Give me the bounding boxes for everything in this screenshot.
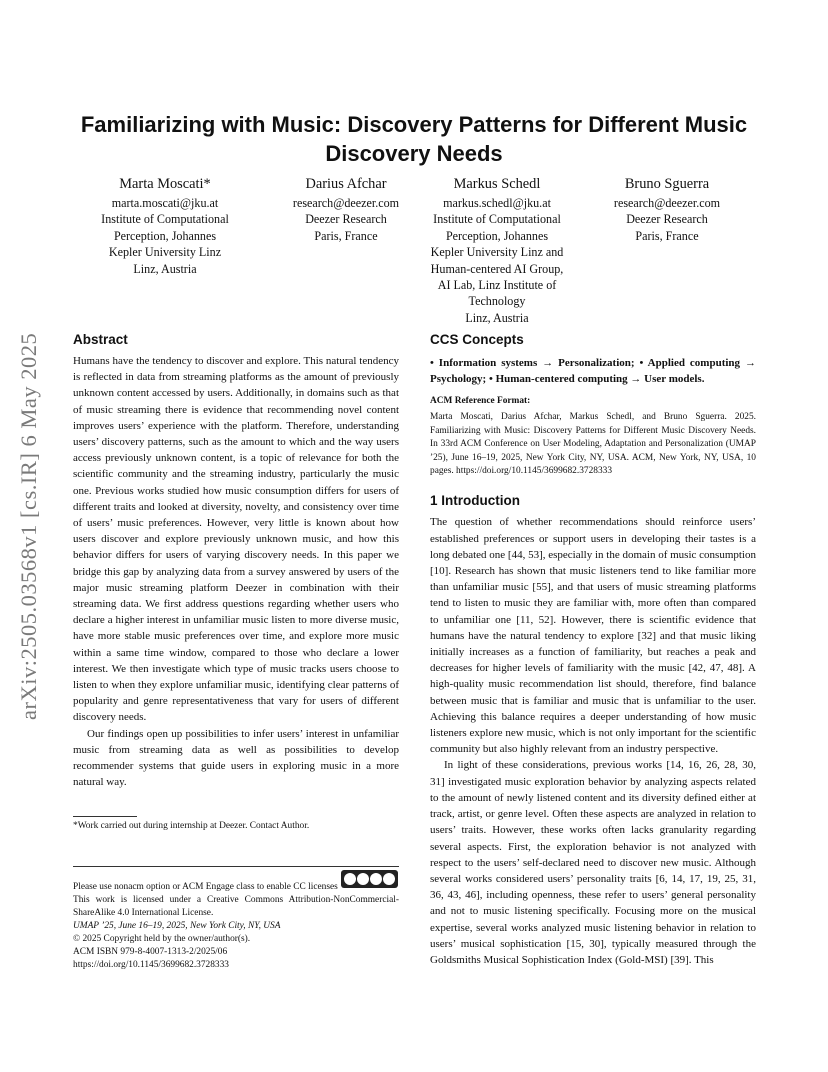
footnote-rule <box>73 816 137 817</box>
ccs-heading: CCS Concepts <box>430 332 524 347</box>
author-line: Institute of Computational <box>433 212 561 227</box>
author-line: Linz, Austria <box>133 261 197 276</box>
arxiv-stamp: arXiv:2505.03568v1 [cs.IR] 6 May 2025 <box>16 332 41 720</box>
abstract-section <box>73 331 399 790</box>
author-line: Deezer Research <box>305 212 387 227</box>
license-line: ACM ISBN 979-8-4007-1313-2/2025/06 <box>73 947 228 957</box>
license-line: UMAP ’25, June 16–19, 2025, New York City, NY, USA <box>73 921 281 931</box>
license-block <box>73 881 399 972</box>
license-line: Please use nonacm option or ACM Engage class to enable CC licenses <box>73 882 338 892</box>
right-column <box>430 331 756 968</box>
author-name: Markus Schedl <box>453 176 541 192</box>
license-line: © 2025 Copyright held by the owner/author(s). <box>73 934 251 944</box>
license-line: https://doi.org/10.1145/3699682.3728333 <box>73 960 229 970</box>
license-rule <box>73 866 399 867</box>
author-name: Darius Afchar <box>305 176 387 192</box>
author-1 <box>82 175 248 277</box>
author-line: markus.schedl@jku.at <box>443 196 551 210</box>
author-line: AI Lab, Linz Institute of <box>437 278 557 293</box>
intro-heading: 1 Introduction <box>430 493 520 509</box>
ccs-text: • Information systems → Personalization; • Applied computing → Psychology; • Human-centered computing → User models. <box>430 357 756 386</box>
author-name: Bruno Sguerra <box>624 176 710 192</box>
author-name: Marta Moscati* <box>119 176 211 192</box>
author-line: Paris, France <box>635 228 699 243</box>
abstract-heading: Abstract <box>73 332 128 347</box>
intro-paragraph: The question of whether recommendations should reinforce users’ established preferences or support users in developing their tastes is a long debated one [44, 53], especially in the domain of music consumption [10]. Research has shown that music listeners tend to like familiar more than unfamiliar music [55], and that users of music streaming platforms tend to listen to music they are familiar with, more often than compared to unfamiliar one [11, 52]. However, there is scientific evidence that humans have the natural tendency to explore [32] and that music liking initially increases as a function of familiarity, but reaches a peak and decreases for higher levels of familiarity with the music [42, 47, 48]. A high-quality music recommendation list should, therefore, find balance between music that is familiar and music that is unfamiliar to the user. Achieving this balance requires a deeper understanding of how music listeners explore new music, which is not only important for the scientific community but also highly relevant from an industry perspective. <box>430 516 756 756</box>
license-line: This work is licensed under a Creative Commons Attribution-NonCommercial-ShareAlike 4.0 International License. <box>73 895 399 918</box>
acm-ref-text: Marta Moscati, Darius Afchar, Markus Schedl, and Bruno Sguerra. 2025. Familiarizing with Music: Discovery Patterns for Different Music Discovery Needs. In 33rd ACM Conference on User Modeling, Adaptation and Personalization (UMAP ’25), June 16–19, 2025, New York City, NY, USA. ACM, New York, NY, USA, 10 pages. https://doi.org/10.1145/3699682.3728333 <box>430 412 756 477</box>
author-line: Institute of Computational <box>101 212 229 227</box>
author-2 <box>262 175 430 244</box>
author-line: Deezer Research <box>626 212 708 227</box>
author-line: Perception, Johannes <box>113 228 217 243</box>
author-line: Paris, France <box>314 228 378 243</box>
author-line: Kepler University Linz and <box>430 245 564 260</box>
acm-ref-heading: ACM Reference Format: <box>430 396 531 407</box>
abstract-paragraph: Our findings open up possibilities to infer users’ interest in unfamiliar music from streaming data as well as possibilities to develop recommender systems that guide users in exploring music in a more natural way. <box>73 727 399 789</box>
footnote: *Work carried out during internship at Deezer. Contact Author. <box>73 821 310 831</box>
author-line: Perception, Johannes <box>445 228 549 243</box>
abstract-paragraph: Humans have the tendency to discover and explore. This natural tendency is reflected in data from streaming platforms as the amount of previously unknown content accessed by users. Additionally, in domains such as that of music streaming there is evidence that recommending novel content improves users’ experience with the platform. Therefore, understanding users’ discovery patterns, such as the amount to which and the way users access previously unknown content, is a topic of relevance for both the scientific community and the streaming industry, particularly the music one. Previous works studied how music consumption differs for users of different traits and looked at diversity, novelty, and consistency over time of users’ music preferences. However, very little is known about how users discover and explore previously unknown music, and how this behavior differs for users of varying discovery needs. In this paper we bridge this gap by analyzing data from a survey answered by users of the major music streaming platform Deezer in combination with their streaming data. We first address questions regarding whether users who declare a higher interest in unfamiliar music listen to more diverse music, have more stable music preferences over time, and explore more music within a same time window, compared to those who declare a lower interest. We then investigate which type of music tracks users choose to listen to when they explore unfamiliar music, identifying clear patterns of popularity and genre representativeness that vary for users of different discovery needs. <box>73 355 399 724</box>
author-4 <box>584 175 750 244</box>
author-line: research@deezer.com <box>292 196 400 210</box>
paper-title: Familiarizing with Music: Discovery Patterns for Different Music Discovery Needs <box>80 112 748 166</box>
author-line: Technology <box>468 294 526 309</box>
author-line: Linz, Austria <box>465 310 529 325</box>
author-line: Human-centered AI Group, <box>430 261 564 276</box>
intro-paragraph: In light of these considerations, previous works [14, 16, 26, 28, 30, 31] investigated music exploration behavior by analyzing aspects related to the amount of newly listened content and its diversity defined either at track, artist, or genre level. Often these aspects are analyzed in relation to users’ traits. However, these works often lacks granularity regarding several aspects. First, the exploration behavior is not analyzed with respect to the users’ self-declared need to discover new music. Although several works considered users’ personality traits [6, 14, 17, 19, 25, 31, 36, 43, 46], including openness, these refer to users’ general personality and not to music listening specifically. Focusing more on the musical expertise, several works analyzed music listening behavior in relation to users’ musical sophistication [15, 30], typically measured through the Goldsmiths Musical Sophistication Index (Gold-MSI) [39]. This <box>430 759 756 966</box>
author-line: research@deezer.com <box>613 196 721 210</box>
author-line: marta.moscati@jku.at <box>111 196 219 210</box>
author-3 <box>414 175 580 326</box>
author-line: Kepler University Linz <box>108 245 222 260</box>
